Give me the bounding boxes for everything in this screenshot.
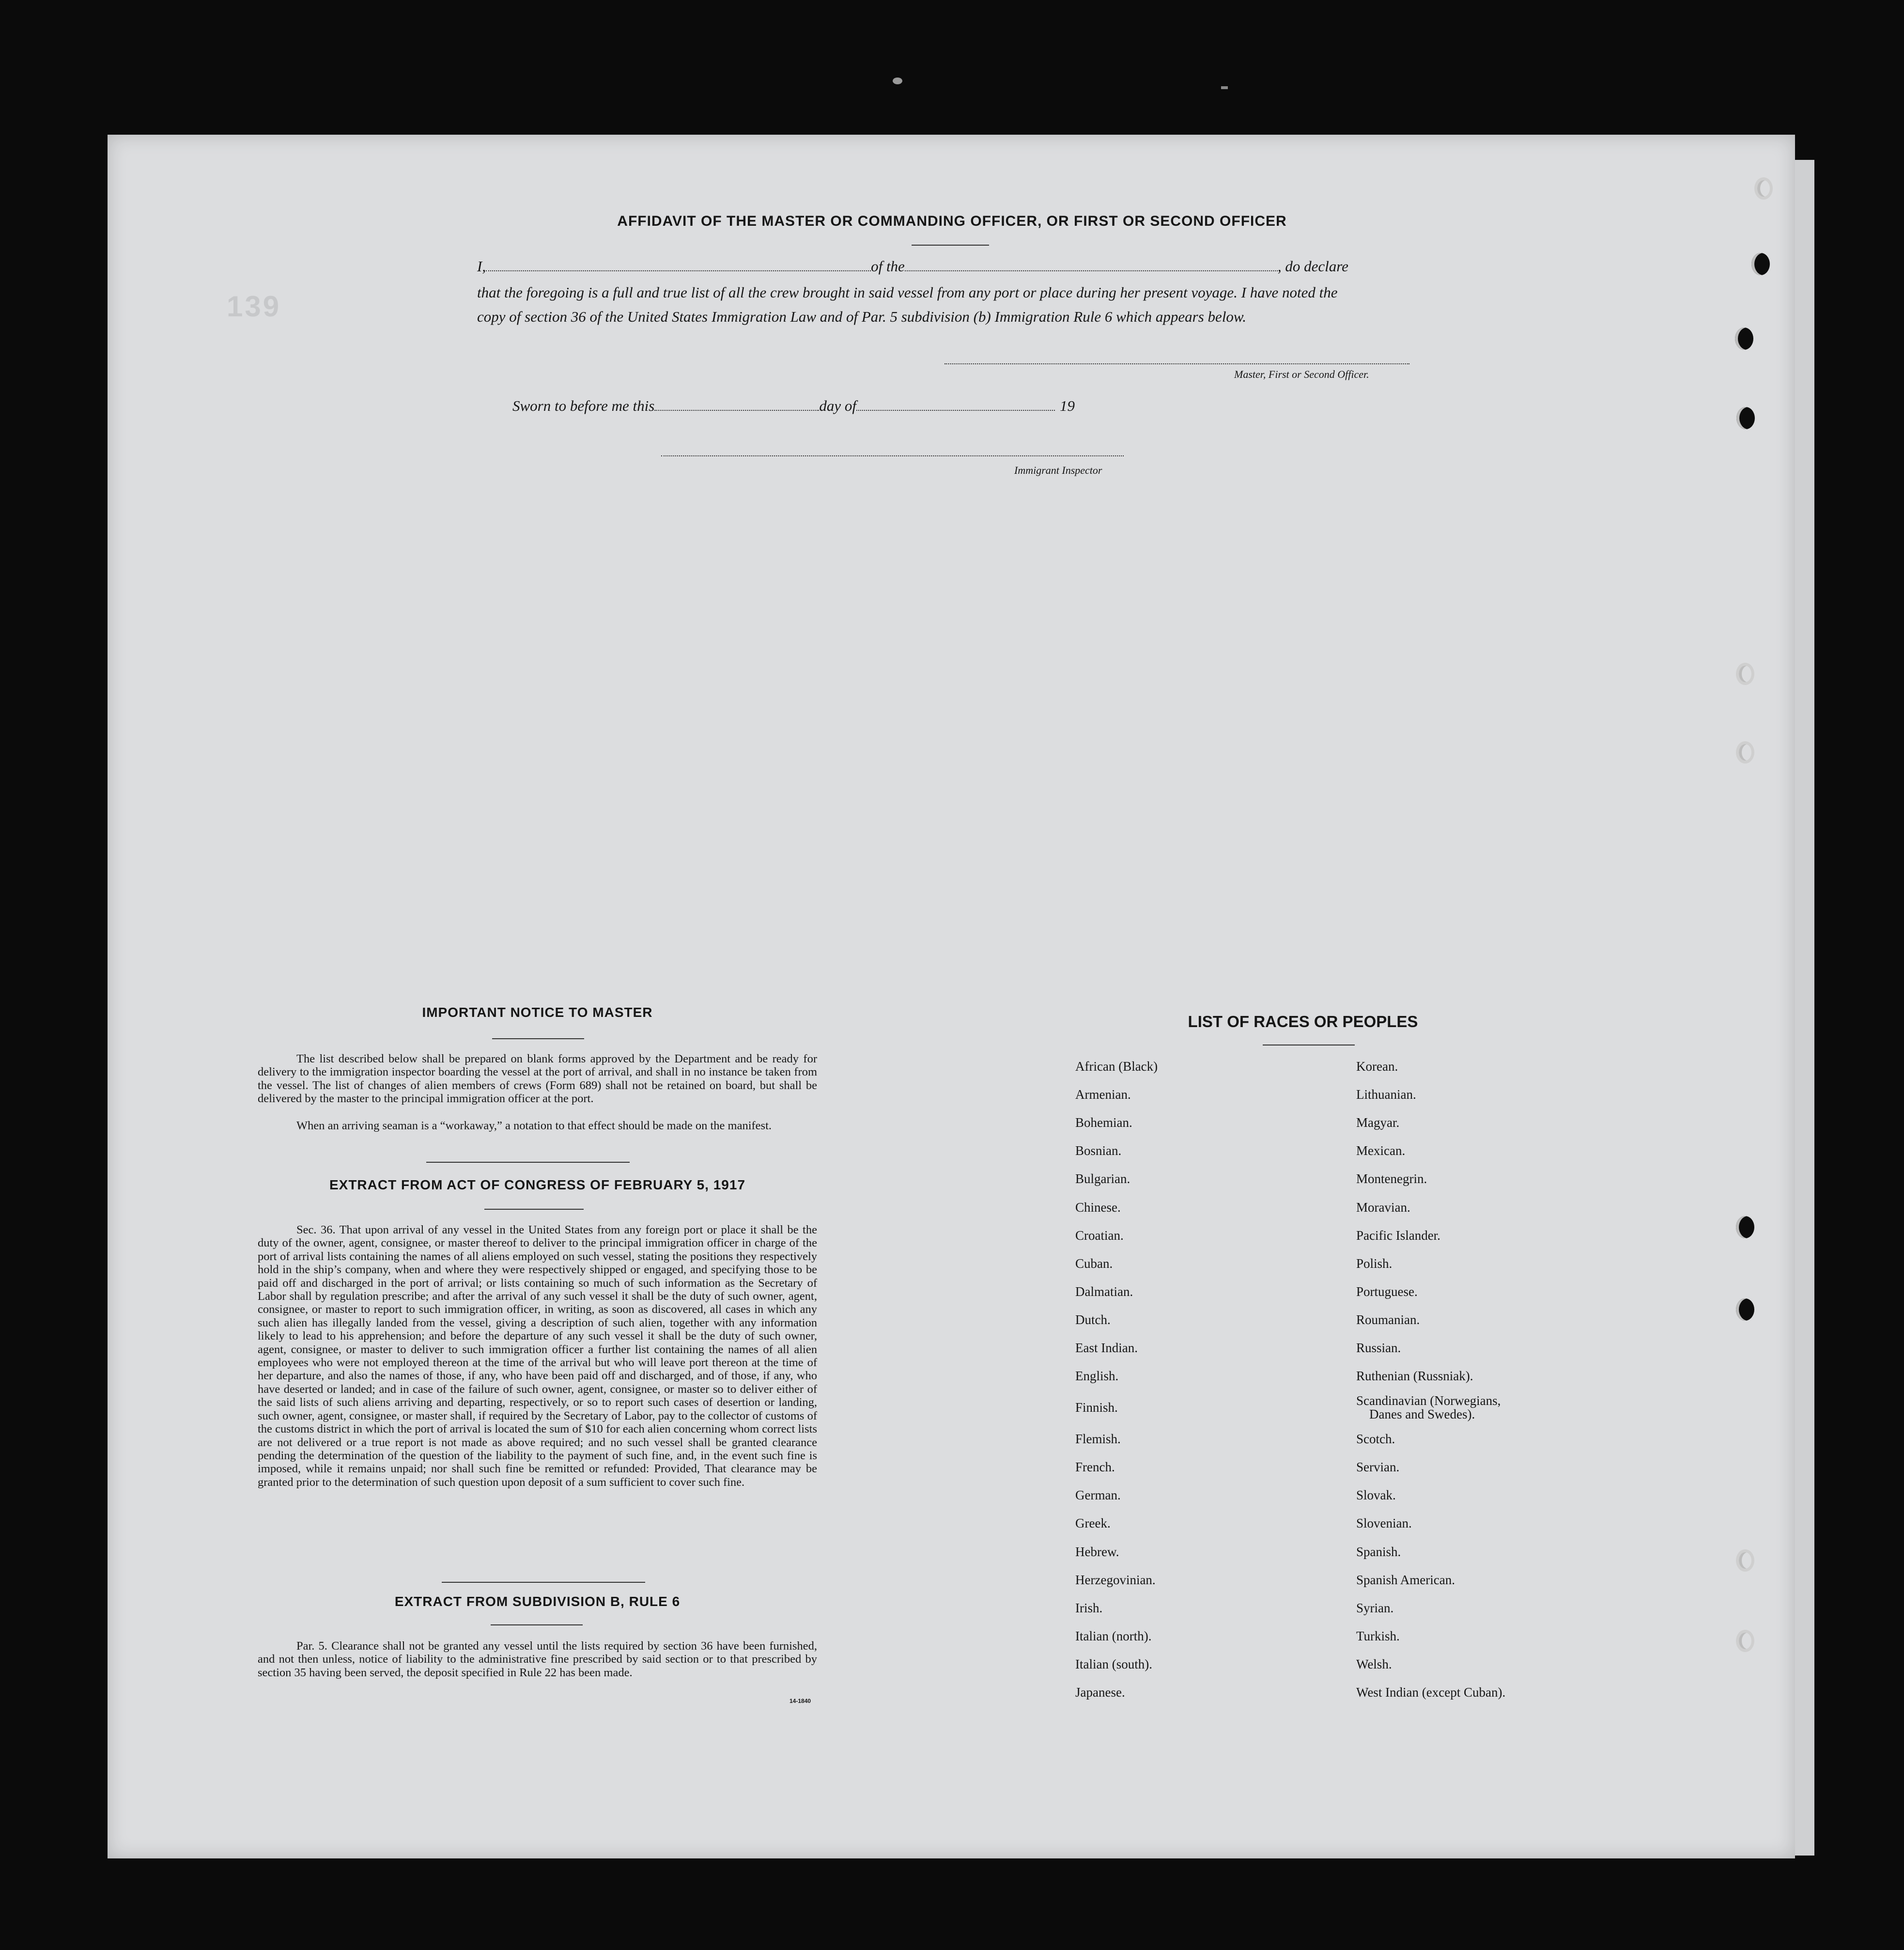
rule-extract-body: Par. 5. Clearance shall not be granted any vessel until the lists required by section 36 have been furnished, and not then unless, notice of liability to the administrative fine prescribed by said section or to that prescribed by section 35 having been served, the deposit specified in Rule 22 has been made. [258, 1639, 817, 1679]
race-item: Finnish. [1075, 1400, 1118, 1415]
race-item: Montenegrin. [1356, 1171, 1427, 1186]
affidavit-line-3: copy of section 36 of the United States Immigration Law and of Par. 5 subdivision (b) Immigration Rule 6 which appears below. [477, 308, 1247, 325]
race-item: Italian (north). [1075, 1628, 1152, 1643]
race-item: Bosnian. [1075, 1143, 1122, 1158]
race-item: Croatian. [1075, 1228, 1124, 1243]
sworn-day-of: day of [819, 397, 856, 414]
race-item: Italian (south). [1075, 1656, 1152, 1671]
act-extract-body: Sec. 36. That upon arrival of any vessel in the United States from any foreign port or place it shall be the duty of the owner, agent, consignee, or master thereof to deliver to the principal immigration officer in charge of the port of arrival lists containing the names of all aliens employed on such vessel, stating the positions they respectively hold in the ship’s company, when and where they were respectively shipped or engaged, and specifying those to be paid off and discharged in the port of arrival; or lists containing so much of such information as the Secretary of Labor shall by regulation prescribe; and after the arrival of any such vessel it shall be the duty of such owner, agent, consignee, or master to report to such immigration officer, in writing, as soon as discovered, all cases in which any such alien has illegally landed from the vessel, giving a description of such alien, together with any information likely to lead to his apprehension; and before the departure of any such vessel it shall be the duty of such owner, agent, consignee, or master to deliver to such immigration officer a further list containing the names of all alien employees who were not employed thereon at the time of the arrival but who will leave port thereon at the time of her departure, and also the names of those, if any, who have been paid off and discharged, and of those, if any, who have deserted or landed; and in case of the failure of such owner, agent, consignee, or master so to deliver either of the said lists of such aliens arriving and departing, respectively, or so to report such cases of desertion or landing, such owner, agent, consignee, or master shall, if required by the Secretary of Labor, pay to the collector of customs of the customs district in which the port of arrival is located the sum of $10 for each alien concerning whom correct lists are not delivered or a true report is not made as above required; and no such vessel shall be granted clearance pending the determination of the question of the liability to the payment of such fine, and, in the event such fine is imposed, while it remains unpaid; nor shall such fine be remitted or refunded: Provided, That clearance may be granted prior to the determination of such question upon deposit of a sum sufficient to cover such fine. [258, 1223, 817, 1489]
title-divider [912, 245, 989, 246]
master-signature-caption: Master, First or Second Officer. [1234, 368, 1369, 380]
sworn-prefix: Sworn to before me this [512, 397, 655, 414]
master-signature-line [944, 363, 1409, 364]
punch-hole [1736, 1216, 1754, 1238]
race-item: Portuguese. [1356, 1284, 1418, 1299]
punch-hole [1736, 1549, 1754, 1572]
affidavit-i: I, [477, 258, 486, 275]
notice-title: IMPORTANT NOTICE TO MASTER [422, 1005, 653, 1020]
race-item: Pacific Islander. [1356, 1228, 1440, 1243]
race-item: African (Black) [1075, 1059, 1158, 1074]
races-title: LIST OF RACES OR PEOPLES [1188, 1013, 1418, 1030]
race-item: West Indian (except Cuban). [1356, 1685, 1506, 1700]
race-item: Lithuanian. [1356, 1087, 1416, 1102]
affidavit-line-2: that the foregoing is a full and true list of all the crew brought in said vessel from any port or place during her present voyage. I have noted the [477, 284, 1338, 301]
race-item: Hebrew. [1075, 1544, 1119, 1559]
sworn-year: 19 [1059, 397, 1075, 414]
punch-hole [1736, 663, 1754, 685]
races-right-column [1356, 1052, 1505, 1706]
sworn-day-blank [654, 407, 819, 411]
form-number: 14-1840 [789, 1698, 811, 1704]
race-item: Armenian. [1075, 1087, 1131, 1102]
punch-hole [1736, 1630, 1754, 1652]
vessel-blank [905, 267, 1278, 271]
race-item: Cuban. [1075, 1256, 1113, 1271]
race-item: Bohemian. [1075, 1115, 1132, 1130]
act-extract-title: EXTRACT FROM ACT OF CONGRESS OF FEBRUARY 5, 1917 [329, 1177, 746, 1192]
punch-hole [1754, 177, 1773, 200]
race-item: Irish. [1075, 1600, 1103, 1615]
race-item: French. [1075, 1460, 1115, 1475]
scan-speck [1221, 86, 1228, 89]
race-item: Scandinavian (Norwegians, Danes and Swedes). [1356, 1393, 1501, 1422]
race-item: Ruthenian (Russniak). [1356, 1369, 1473, 1384]
race-item: Russian. [1356, 1340, 1401, 1355]
race-item: Korean. [1356, 1059, 1398, 1074]
race-item: Greek. [1075, 1516, 1111, 1531]
notice-divider [492, 1038, 584, 1039]
race-item: Servian. [1356, 1460, 1400, 1475]
race-item: Turkish. [1356, 1628, 1400, 1643]
affidavit-line-1 [477, 258, 1412, 275]
race-item: English. [1075, 1369, 1119, 1384]
race-item: Syrian. [1356, 1600, 1394, 1615]
affidavit-title: AFFIDAVIT OF THE MASTER OR COMMANDING OFFICER, OR FIRST OR SECOND OFFICER [617, 213, 1287, 229]
affidavit-of-the: of the [871, 258, 905, 275]
race-item: Magyar. [1356, 1115, 1400, 1130]
notice-para-2: When an arriving seaman is a “workaway,” a notation to that effect should be made on the manifest. [296, 1119, 772, 1132]
race-item: Dalmatian. [1075, 1284, 1133, 1299]
affidavit-declare: , do declare [1277, 258, 1348, 275]
act-extract-divider [484, 1209, 584, 1210]
race-item: Flemish. [1075, 1432, 1121, 1447]
races-left-column [1075, 1052, 1158, 1706]
race-item: Bulgarian. [1075, 1171, 1130, 1186]
race-item: Slovak. [1356, 1488, 1396, 1503]
inspector-signature-caption: Immigrant Inspector [1014, 464, 1102, 476]
race-item: East Indian. [1075, 1340, 1138, 1355]
name-blank [486, 267, 871, 271]
section-divider [426, 1162, 630, 1163]
punch-hole [1736, 407, 1755, 429]
race-item: Spanish. [1356, 1544, 1401, 1559]
page-edge [1795, 160, 1814, 1856]
rule-extract-title: EXTRACT FROM SUBDIVISION B, RULE 6 [394, 1594, 681, 1609]
section-divider [442, 1582, 645, 1583]
scan-speck [893, 78, 902, 84]
punch-hole [1751, 253, 1770, 275]
sworn-month-blank [856, 407, 1055, 411]
punch-hole [1736, 741, 1754, 764]
rule-extract-divider [491, 1624, 583, 1625]
inspector-signature-line [661, 455, 1124, 456]
race-item: Polish. [1356, 1256, 1393, 1271]
race-item: Scotch. [1356, 1432, 1395, 1447]
race-item: Slovenian. [1356, 1516, 1412, 1531]
race-item: Moravian. [1356, 1200, 1410, 1215]
race-item: Welsh. [1356, 1656, 1392, 1671]
bleed-through-stamp: 139 [227, 290, 281, 323]
notice-para-1: The list described below shall be prepared on blank forms approved by the Department and be ready for delivery to the immigration inspector boarding the vessel at the port of arrival, and shall in no instance be taken from the vessel. The list of changes of alien members of crews (Form 689) shall not be retained on board, but shall be delivered by the master to the principal immigration officer at the port. [258, 1052, 817, 1106]
race-item: Chinese. [1075, 1200, 1121, 1215]
race-item: German. [1075, 1488, 1121, 1503]
sworn-line [512, 397, 1447, 415]
punch-hole [1735, 328, 1753, 350]
race-item: Mexican. [1356, 1143, 1406, 1158]
race-item: Dutch. [1075, 1312, 1111, 1327]
race-item: Herzegovinian. [1075, 1572, 1156, 1587]
race-item: Japanese. [1075, 1685, 1125, 1700]
punch-hole [1736, 1298, 1754, 1321]
race-item: Roumanian. [1356, 1312, 1420, 1327]
race-item: Spanish American. [1356, 1572, 1455, 1587]
